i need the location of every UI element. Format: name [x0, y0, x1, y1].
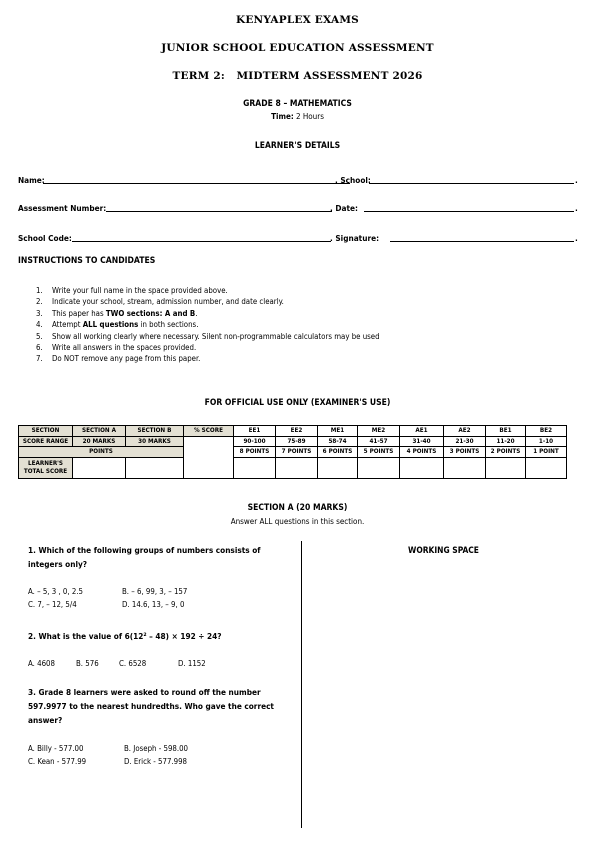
table-cell: EE1: [234, 426, 276, 437]
section-b-score-cell[interactable]: [126, 457, 184, 478]
q1-option-d[interactable]: D. 14.6, 13, – 9, 0: [122, 600, 185, 609]
instruction-text: in both sections.: [138, 320, 199, 330]
instruction-text: ALL questions: [82, 320, 139, 330]
table-cell: BE1: [486, 426, 526, 437]
section-a-title: SECTION A (20 MARKS): [247, 503, 348, 513]
table-cell: 7 POINTS: [276, 447, 318, 458]
time-label: Time:: [271, 112, 294, 121]
column-divider: [301, 541, 302, 828]
table-cell: 3 POINTS: [444, 447, 486, 458]
table-cell: 21-30: [444, 436, 486, 447]
instruction-number: 5.: [36, 331, 43, 341]
instruction-item: [36, 353, 380, 364]
school-label: . School:: [335, 175, 371, 185]
table-row-total: [19, 457, 567, 478]
table-cell: 1 POINT: [526, 447, 567, 458]
time-value: 2 Hours: [293, 112, 324, 121]
term-title: TERM 2: MIDTERM ASSESSMENT 2026: [172, 70, 423, 82]
table-row-section: [19, 426, 567, 437]
learner-details-title: LEARNER'S DETAILS: [254, 141, 341, 151]
instructions-list: [36, 285, 380, 365]
assessment-number-label: Assessment Number:: [18, 203, 107, 213]
instruction-item: [36, 296, 380, 307]
school-code-label: School Code:: [18, 233, 72, 243]
date-label: . Date:: [330, 203, 358, 213]
table-row-points: [19, 447, 567, 458]
table-cell: 75-89: [276, 436, 318, 447]
instruction-text: Write all answers in the spaces provided.: [52, 343, 197, 353]
name-label: Name:: [18, 175, 45, 185]
table-cell: 2 POINTS: [486, 447, 526, 458]
exam-body-title: KENYAPLEX EXAMS: [236, 14, 359, 26]
table-cell: SCORE RANGE: [19, 436, 73, 447]
signature-label: . Signature:: [330, 233, 380, 243]
be1-cell[interactable]: [486, 457, 526, 478]
table-cell: POINTS: [19, 447, 184, 458]
instruction-number: 2.: [36, 297, 43, 307]
details-row-name: Name: . School: .: [18, 175, 578, 185]
instruction-text: TWO sections: A and B: [105, 308, 196, 318]
table-cell: 4 POINTS: [400, 447, 444, 458]
assessment-number-field[interactable]: [106, 211, 332, 212]
date-field[interactable]: [364, 211, 574, 212]
instruction-item: [36, 342, 380, 353]
ee1-cell[interactable]: [234, 457, 276, 478]
q3-option-a[interactable]: A. Billy - 577.00: [28, 744, 84, 753]
section-a-score-cell[interactable]: [73, 457, 126, 478]
q3-option-c[interactable]: C. Kean - 577.99: [28, 757, 87, 766]
q2-option-c[interactable]: C. 6528: [119, 659, 147, 668]
q2-option-b[interactable]: B. 576: [76, 659, 99, 668]
instruction-number: 3.: [36, 308, 43, 318]
details-row-code: School Code: . Signature: .: [18, 233, 578, 243]
instruction-item: [36, 285, 380, 296]
working-space-label: WORKING SPACE: [408, 545, 479, 555]
assessment-title: JUNIOR SCHOOL EDUCATION ASSESSMENT: [161, 42, 434, 54]
percent-score-cell[interactable]: [184, 436, 234, 478]
question-2: 2. What is the value of 6(12² – 48) × 192 ÷ 24?: [28, 631, 222, 641]
official-use-title: FOR OFFICIAL USE ONLY (EXAMINER'S USE): [204, 398, 391, 408]
question-3: 3. Grade 8 learners were asked to round off the number 597.9977 to the nearest hundredths. Who gave the correct answer?: [28, 687, 274, 725]
time-allowed: [0, 112, 595, 121]
ee2-cell[interactable]: [276, 457, 318, 478]
be2-cell[interactable]: [526, 457, 567, 478]
table-cell: SECTION: [19, 426, 73, 437]
instruction-text: Indicate your school, stream, admission number, and date clearly.: [52, 297, 284, 307]
school-code-field[interactable]: [72, 241, 331, 242]
instruction-text: Attempt: [52, 320, 83, 330]
instruction-text: Write your full name in the space provided above.: [52, 286, 228, 295]
table-cell: 8 POINTS: [234, 447, 276, 458]
instructions-title: INSTRUCTIONS TO CANDIDATES: [18, 256, 156, 266]
table-cell: ME2: [358, 426, 400, 437]
instruction-number: 6.: [36, 343, 43, 353]
q1-option-a[interactable]: A. – 5, 3 , 0, 2.5: [28, 587, 83, 596]
table-cell: AE1: [400, 426, 444, 437]
table-cell: 90-100: [234, 436, 276, 447]
table-cell: EE2: [276, 426, 318, 437]
instruction-number: 1.: [36, 286, 43, 295]
question-1: 1. Which of the following groups of numbers consists of integers only?: [28, 545, 261, 569]
instruction-text: Show all working clearly where necessary. Silent non-programmable calculators may be used: [52, 331, 380, 341]
instruction-item: [36, 308, 380, 319]
table-cell: SECTION B: [126, 426, 184, 437]
table-cell: BE2: [526, 426, 567, 437]
q3-option-b[interactable]: B. Joseph - 598.00: [124, 744, 189, 753]
q2-option-a[interactable]: A. 4608: [28, 659, 55, 668]
instruction-item: [36, 319, 380, 330]
official-score-table: [18, 425, 567, 479]
q1-option-b[interactable]: B. – 6, 99, 3, – 157: [122, 587, 188, 596]
q3-option-d[interactable]: D. Erick - 577.998: [124, 757, 188, 766]
table-cell: 11-20: [486, 436, 526, 447]
name-field[interactable]: [43, 183, 350, 184]
table-cell: LEARNER'S TOTAL SCORE: [19, 457, 73, 478]
grade-subject: GRADE 8 – MATHEMATICS: [243, 99, 352, 109]
table-cell: 20 MARKS: [73, 436, 126, 447]
table-cell: AE2: [444, 426, 486, 437]
table-cell: 31-40: [400, 436, 444, 447]
school-field[interactable]: [369, 183, 574, 184]
q1-option-c[interactable]: C. 7, – 12, 5/4: [28, 600, 77, 609]
ae2-cell[interactable]: [444, 457, 486, 478]
table-cell: % SCORE: [184, 426, 234, 437]
table-cell: 1-10: [526, 436, 567, 447]
instruction-number: 7.: [36, 354, 43, 364]
working-space-area[interactable]: [306, 560, 576, 824]
table-cell: 5 POINTS: [358, 447, 400, 458]
me1-cell[interactable]: [318, 457, 358, 478]
table-cell: SECTION A: [73, 426, 126, 437]
table-row-score-range: [19, 436, 567, 447]
signature-field[interactable]: [390, 241, 574, 242]
ae1-cell[interactable]: [400, 457, 444, 478]
details-row-assessment: Assessment Number: . Date: .: [18, 203, 578, 213]
instruction-text: .: [195, 308, 198, 318]
q2-option-d[interactable]: D. 1152: [178, 659, 206, 668]
instruction-text: This paper has: [52, 308, 106, 318]
instruction-text: Do NOT remove any page from this paper.: [52, 354, 201, 364]
table-cell: 6 POINTS: [318, 447, 358, 458]
instruction-number: 4.: [36, 320, 43, 330]
table-cell: 58-74: [318, 436, 358, 447]
instruction-item: [36, 331, 380, 342]
table-cell: 30 MARKS: [126, 436, 184, 447]
section-a-instruction: Answer ALL questions in this section.: [230, 517, 365, 526]
me2-cell[interactable]: [358, 457, 400, 478]
table-cell: 41-57: [358, 436, 400, 447]
table-cell: ME1: [318, 426, 358, 437]
